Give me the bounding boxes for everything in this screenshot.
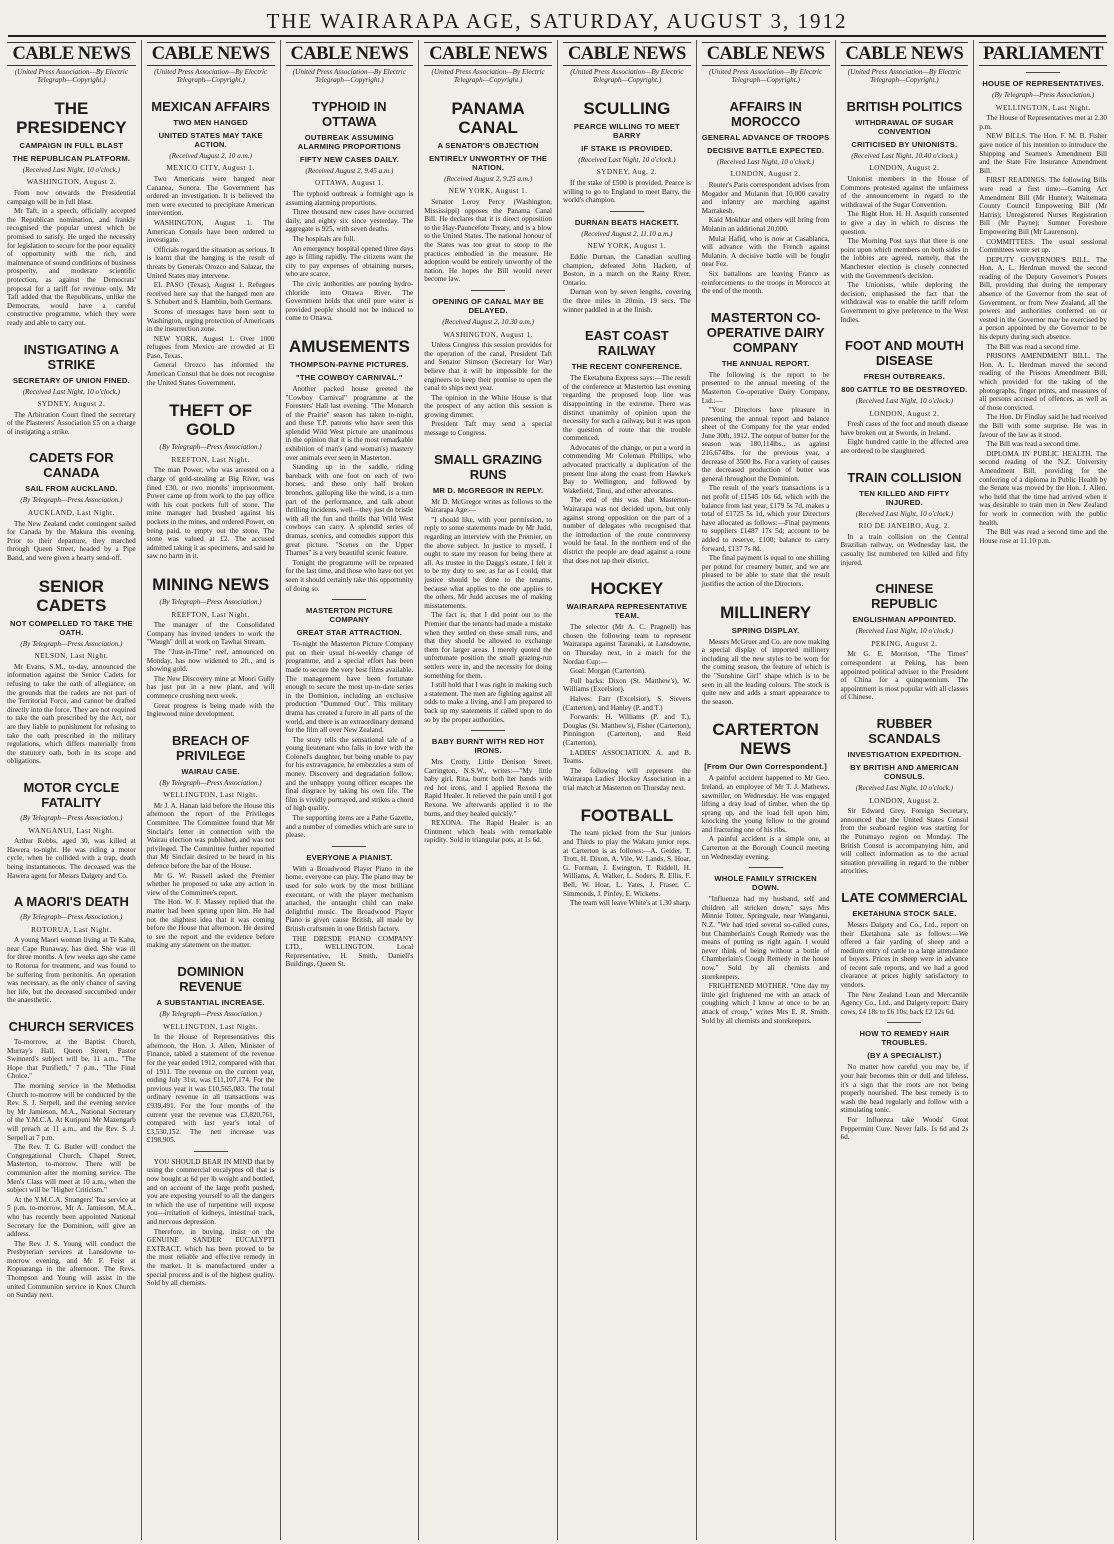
article-headline: FOOT AND MOUTH DISEASE — [845, 338, 964, 369]
article-paragraph: The Hon. Dr Findlay said he had received the Bill with some surprise. He was in favour of the law as it stood. — [979, 413, 1107, 439]
article-paragraph: In a train collision on the Central Brazilian railway, on Wednesday last, the casualty list numbered ten killed and fifty injured. — [840, 532, 969, 567]
article-paragraph: NEW BILLS. The Hon. F. M. B. Fisher gave notice of his intention to introduce the Shipping and Seamen's Amendment Bill and the State Fire Insurance Amendment Bill. — [979, 132, 1107, 175]
article-paragraph: DEPUTY GOVERNOR'S BILL. The Hon. A. L. Herdman moved the second reading of the Deputy Governor's Powers Bill, providing that during the temporary absence of the Governor from the seat of Government, or from New Zealand, all the powers and authorities conferred on or vested in the Governor may be exercised by a person appointed by the Governor to be his deputy during such absence. — [979, 255, 1107, 342]
article-paragraph: The story tells the sensational tale of a young lieutenant who falls in love with the Colonel's daughter, but being unable to pay for his extravagance, he embezzles a sum of money. Discovery and degradation follow, and the unhappy young officer escapes the final disgrace by taking his own life. The film is vividly portrayed, and strikes a chord of high quality. — [285, 735, 414, 813]
article-paragraph: The Eketahuna Express says:—The result of the conference at Masterton last evening regarding the proposed loop line was disappointing in the extreme. There was distinct unanimity of opinion upon the necessity for such a railway, but it was upon the question of route that the trouble commenced. — [563, 374, 691, 443]
article-paragraph: General Orozco has informed the American Consul that he does not recognise the United States Government. — [146, 361, 275, 387]
article-paragraph: The Morning Post says that there is one point upon which members on both sides in the lobbies are agreed, namely, that the Manchester election is closely connected with the Government's decision. — [840, 237, 969, 280]
article-paragraph: Messrs Dalgety and Co., Ltd., report on their Eketahuna sale as follows:—We offered a fair yarding of sheep and a medium entry of cattle to a large attendance of buyers. Prices in sheep were in advance of recent sale reports, and we had a good clearance at prices highly satisfactory to vendors. — [840, 920, 969, 990]
column-title: CABLE NEWS — [702, 42, 830, 66]
article-paragraph: The selector (Mr A. C. Pragnell) has chosen the following team to represent Wairarapa against Taranaki, at Lansdowne, on Thursday next, in a match for the Nordau Cup:— — [563, 623, 691, 666]
article-paragraph: An emergency hospital opened three days ago is filling rapidly. The citizens want the city to pay expenses of obtaining nurses, who are scarce. — [285, 244, 414, 279]
article-headline: EAST COAST RAILWAY — [584, 328, 669, 359]
newspaper-columns — [2, 40, 1112, 1540]
dateline: WELLINGTON, Last Night. — [995, 103, 1091, 112]
dateline: WELLINGTON, Last Night. — [163, 1022, 259, 1031]
article-paragraph: "I should like, with your permission, to reply to some statements made by Mr Judd, regarding an interview with the Premier, on the above subject. In justice to myself, I ought to state my reason for being there at all. As trustee in the Daggs's estate, I felt it to be my duty to see, as far as I could, that justice should be done to the tenants, because what applies to the one applies to the others. Mr Judd accuses me of making misstatements. — [424, 515, 552, 610]
article-paragraph: Three thousand new cases have occurred daily, and eighty six since yesterday. The aggregate is 925, with seven deaths. — [285, 208, 414, 234]
article-headline: THEFT OF GOLD — [169, 401, 253, 440]
article-paragraph: The Rev. T. G. Butler will conduct the Congregational Church, Chapel Street, Masterton, to-morrow. There will be communion after the morning service. The Men's Class will meet at 10 a.m., when the subject will be "Higher Criticism." — [7, 1143, 136, 1195]
article-headline: SENIOR CADETS — [36, 576, 107, 615]
article — [147, 401, 275, 561]
article-paragraph: A painful accident is a simple one, at Carterton at the Borough Council meeting on Wednesday evening. — [701, 835, 830, 861]
masthead-rule — [8, 35, 1106, 37]
received-line: (By Telegraph—Press Association.) — [20, 496, 123, 505]
article-headline: PANAMA CANAL — [451, 98, 525, 137]
article-paragraph: Standing up in the saddle, riding bareback with one foot on each of two horses, and these only half broken bronchos, galloping like the wind, is a turn part of the performance, and talk about thrilling incidents, well—they just do bristle with all the fun and thrills that Wild West cowboys can carry. A splendid series of dramas, scenics, and comedies support this great picture. "Scenes on the Upper Thames" is a very beautiful scenic feature. — [285, 463, 414, 558]
article-paragraph: Goal: Morgan (Carterton). — [570, 667, 646, 676]
article-paragraph: Two Americans were hanged near Cananea, Sonora. The Government has ordered an investigation. It is believed the men were executed to precipitate American intervention. — [146, 175, 275, 218]
article-subhead: NOT COMPELLED TO TAKE THE OATH. — [9, 618, 133, 637]
article-subhead: EVERYONE A PIANIST. — [306, 852, 393, 862]
article-paragraph: The fact is, that I did point out to the Premier that the tenants had made a mistake when they settled on these small runs, and that they should be allowed to exchange them for larger areas. I merely quoted the unfortunate position the small grazing-run settlers were in, and the necessity for doing something for them. — [424, 611, 552, 680]
column-7 — [835, 40, 974, 1540]
article — [424, 290, 552, 438]
article-headline: CADETS FOR CANADA — [29, 450, 114, 481]
column-2 — [141, 40, 280, 1540]
article-paragraph: The end of this was that Masterton-Wairarapa was not decided upon, but only against strong opposition on the part of a number of delegates who recognised that the introduction of the route controversy would be fatal. In the northern end of the district the people are dead against a route that does not tap their district. — [563, 496, 691, 565]
article-separator — [471, 730, 505, 731]
received-line: (By Telegraph—Press Association.) — [159, 597, 262, 606]
article-paragraph: FIRST READINGS. The following Bills were read a first time:—Gaming Act Amendment Bill (Mr Hunter); Waitemata County Council Empowering Bill (Mr Harris); Unregistered Nurses Registration Bill (Mr Payne); Sumner Foreshore Empowering Bill (Mr Laurenson). — [979, 176, 1107, 236]
dateline: LONDON, August 2. — [730, 170, 801, 179]
article-headline: CHURCH SERVICES — [8, 1019, 135, 1035]
article-paragraph: From now onwards the Presidential campaign will be in full blast. — [7, 189, 136, 206]
article-subhead: THE RECENT CONFERENCE. — [571, 362, 683, 372]
article-paragraph: For Influenza take Woods' Great Peppermint Cure. Never fails. 1s 6d and 2s 6d. — [840, 1116, 969, 1142]
article-separator — [1026, 72, 1060, 73]
article-headline: FOOTBALL — [580, 806, 674, 826]
article-paragraph: The "Just-in-Time" reef, announced on Monday, has now widened to 2ft., and is showing gold. — [146, 647, 275, 674]
article-subhead: INVESTIGATION EXPEDITION. — [847, 749, 962, 759]
article-paragraph: "Influenza had my husband, self and children all stricken down," says Mrs Minnie Totter, Springvale, near Wanganui, N.Z. "We had tried several so-called cures, but Chamberlain's Cough Remedy was the means of putting us right again. I would never think of being without a bottle of Chamberlain's Cough Remedy in the house now." Sold by all chemists and storekeepers. — [701, 895, 830, 981]
article-separator — [332, 846, 366, 847]
article-paragraph: Unless Congress this session provides for the operation of the canal, President Taft and Senator Stimson (Secretary for War) believe that it will be impossible for the engineers to keep their promise to open the canal to ships next year. — [424, 341, 552, 393]
column-title: CABLE NEWS — [147, 42, 275, 66]
article-paragraph: Eight hundred cattle in the affected area are ordered to be slaughtered. — [840, 438, 969, 456]
column-title: CABLE NEWS — [286, 42, 414, 66]
dateline: PEKING, August 2. — [871, 639, 938, 648]
article-paragraph: I still hold that I was right in making such a statement. The men are fighting against all odds to make a living, and I am prepared to back up my statements if called upon to do so by the proper authorities. — [424, 681, 552, 724]
article-paragraph: The manager of the Consolidated Company has invited tenders to work the "Waugh" drill at work on Tawhai Stream. — [146, 621, 275, 647]
article — [147, 964, 275, 1145]
column-title: CABLE NEWS — [7, 42, 136, 66]
article — [702, 99, 830, 296]
article-paragraph: COMMITTEES. The usual sessional Committees were set up. — [979, 237, 1107, 255]
article-subhead: ENGLISHMAN APPOINTED. — [852, 615, 957, 625]
article-paragraph: The Unionists, while deploring the decision, emphasised the fact that the withdrawal was to enable the tariff reform Government to give preference to the West Indies. — [840, 281, 969, 324]
article-subhead: WITHDRAWAL OF SUGAR CONVENTION — [855, 117, 954, 136]
article-paragraph: PRISONS AMENDMENT BILL. The Hon. A. L. Herdman moved the second reading of the Prisons Amendment Bill, which provided for the taking of the photographs, finger prints, and measures of all persons accused of offences, as well as of those convicted. — [979, 352, 1107, 412]
article — [841, 470, 969, 568]
article — [702, 310, 830, 589]
article-paragraph: REXONA. The Rapid Healer is an Ointment which heals with remarkable rapidity. Sold in triangular pots, at 1s 6d. — [424, 819, 552, 845]
dateline: WASHINGTON, August 2. — [26, 178, 117, 187]
article-subhead: DURNAN BEATS HACKETT. — [574, 217, 679, 227]
article-paragraph: Another packed house greeted the "Cowboy Carnival" programme at the Foresters' Hall last evening. "The Monarch of the Prairie" season has taken to-night, and these T.P. patrons who have seen this splendid Wild West picture are unanimous in the opinion that it is the most remarkable exhibition of man's (and woman's) mastery over animals ever seen in Masterton. — [285, 384, 414, 462]
article-subhead: GREAT STAR ATTRACTION. — [296, 628, 403, 638]
dateline: AUCKLAND, Last Night. — [27, 509, 115, 518]
received-line: (Received August 2, 9.25 a.m.) — [444, 174, 533, 183]
article-paragraph: Six battalions are leaving France as reinforcements to the troops in Morocco at the end of the month. — [701, 269, 830, 296]
article — [424, 452, 552, 724]
article-paragraph: YOU SHOULD BEAR IN MIND that by using the commercial eucalyptus oil that is now bought at 6d per lb weight and bottled, and on account of the large profit pushed, you are exposing yourself to all the dangers to which the use of turpentine will expose you—irritation of kidneys, intestinal track, and nervous depression. — [146, 1157, 275, 1227]
dateline: WASHINGTON, August 1. — [443, 330, 533, 339]
article-subhead: FIFTY NEW CASES DAILY. — [299, 154, 399, 164]
article-paragraph: Durnan won by seven lengths, covering the three miles in 20min. 19 secs. The winner paddled in at the finish. — [563, 288, 691, 314]
received-line: (Received August 2, 11.10 a.m.) — [581, 229, 673, 238]
article-paragraph: With a Broadwood Player Piano in the home, everyone can play. The piano may be used for solo work by the most brilliant executant, or with the player mechanism attached, the untaught child can make delightful music. The Broadwood Player Piano is given cause British, all made by British craftsmen in one British factory. — [285, 864, 414, 933]
article-paragraph: The Rev. J. S. Young will conduct the Presbyterian services at Lansdowne to-morrow evening, and Mr F. Feist at Kopuaranga in the afternoon. The Revs. Thompson and Young will assist in the united Communion service in Knox Church on Sunday next. — [7, 1239, 136, 1300]
article-headline: MOTOR CYCLE FATALITY — [23, 779, 120, 810]
article-subhead: OUTBREAK ASSUMING ALARMING PROPORTIONS — [297, 132, 401, 151]
article-paragraph: Senator Leroy Percy (Washington, Mississippi) opposes the Panama Canal Bill. He declares that it is direct opposition to the Hay-Pauncefote Treaty, and is a blow to the United States. The national honour of the States was too great to stoop to the practices embodied in the measure. He adoption would be entirely unworthy of the nation. He hopes the Bill would never become law. — [424, 198, 552, 284]
article-paragraph: The Bill was read a second time. — [986, 342, 1081, 351]
column-4 — [418, 40, 557, 1540]
dateline: NELSON, Last Night. — [34, 652, 109, 661]
article — [7, 1019, 136, 1300]
dateline: ROTORUA, Last Night. — [31, 925, 112, 934]
article-paragraph: The Arbitration Court fined the secretary of the Plasterers' Association £5 on a charge of instigating a strike. — [7, 410, 136, 436]
article-headline: CARTERTON NEWS — [712, 720, 819, 759]
article-subhead: OPENING OF CANAL MAY BE DELAYED. — [432, 296, 544, 315]
masthead: THE WAIRARAPA AGE, SATURDAY, AUGUST 3, 1912 — [266, 9, 848, 33]
article-headline: INSTIGATING A STRIKE — [23, 341, 120, 372]
article-paragraph: The Right Hon. H. H. Asquith consented to give a day in which to discuss the question. — [840, 210, 969, 236]
article-subhead: A SENATOR'S OBJECTION — [437, 140, 539, 150]
article-headline: TYPHOID IN OTTAWA — [312, 98, 387, 129]
article-paragraph: The morning service in the Methodist Church to-morrow will be conducted by the Rev. S. J. Serpell, and the evening service by Mr Jamieson, M.A., National Secretary of the Y.M.C.A. At Kuripuni Mr Mazengarb will preach at 11 a.m., and the Rev. S. J. Serpell at 7 p.m. — [7, 1082, 136, 1142]
article-subhead: SAIL FROM AUCKLAND. — [25, 484, 118, 494]
article — [424, 730, 552, 845]
article-subhead: [From Our Own Correspondent.] — [704, 762, 827, 772]
dateline: NEW YORK, August 1. — [448, 187, 528, 196]
column-1 — [2, 40, 141, 1540]
article-paragraph: The team picked from the Star juniors and Thirds to play the Wakatu junior reps. at Carterton is as follows:—A. Geider, T. Trott, H. Dixon, A. Vile, W. Lands, S. Hoar, G. Forman, J. Ewington, T. Riddell, H. Williams, A. Walker, L. Soders, R. Ellis, F. Bell, W. Hoar, L. Yates, J. Fraser, C. Simmonds, J. Pinfey, E. Wickens. — [563, 829, 691, 898]
article-separator — [471, 290, 505, 291]
received-line: (Received Last Night, 10 o'clock.) — [22, 387, 121, 396]
dateline: REEFTON, Last Night. — [171, 610, 250, 619]
article-paragraph: Scores of messages have been sent to Washington, urging protection of Americans in the insurrection zone. — [146, 307, 275, 334]
article-paragraph: Arthur Robbs, aged 30, was killed at Hawera to-night. He was riding a motor cycle, when he collided with a trap, death being instantaneous. The deceased was the Hawera agent for Messrs Dalgety and Co. — [7, 837, 136, 880]
article-paragraph: Forwards: H. Williams (P. and T.), Douglas (St. Matthew's), Fisher (Carterton), Pinnington (Carterton), and Reid (Carterton). — [563, 713, 691, 747]
article-paragraph: At the Y.M.C.A. Strangers' Tea service at 5 p.m. to-morrow, Mr A. Jamieson, M.A., who has recently been appointed National Secretary for the Dominion, will give an address. — [7, 1195, 136, 1239]
received-line: (Received Last Night, 10.40 o'clock.) — [851, 151, 958, 160]
received-line: (Received August 2, 10 a.m.) — [169, 151, 252, 160]
article-paragraph: The following will represent the Wairarapa Ladies' Hockey Association in a trial match at Masterton on Thursday next. — [563, 766, 691, 792]
article-paragraph: Reuter's Paris correspondent advises from Mogador and Mulanin that 10,000 cavalry and infantry are marching against Marrakesh. — [701, 181, 830, 215]
column-subtitle: (United Press Association—By Electric Telegraph—Copyright.) — [847, 68, 961, 85]
article-paragraph: A painful accident happened to Mr Geo. Ireland, an employee of Mr T. J. Mathews, sawmiller, on Wednesday. He was engaged lifting a dray load of timber, when the tip sprang up, and the load fell upon him, knocking the young fellow to the ground and fracturing one of his ribs. — [701, 774, 830, 834]
article — [7, 780, 136, 880]
article — [841, 716, 969, 876]
article-paragraph: "Your Directors have pleasure in presenting the annual report and balance sheet of the Company for the year ended June 30th, 1912. The output of butter for the season was 180,114lbs., as against 216,674lbs. for the previous year, a decrease of 3500 lbs. For a variety of causes the decreased production of butter was general throughout the Dominion. — [701, 406, 830, 483]
article-paragraph: WASHINGTON, August 1. The American Consuls have been ordered to investigate. — [146, 218, 275, 245]
article-paragraph: Mulai Hafid, who is now at Casablanca, will advance with the French against Mulanin. A decisive battle will be fought near Fez. — [701, 234, 830, 269]
article — [563, 211, 691, 314]
dateline: WANGANUI, Last Night. — [28, 826, 115, 835]
article-subhead: DECISIVE BATTLE EXPECTED. — [707, 145, 825, 155]
article-paragraph: The New Zealand cadet contingent sailed for Canada by the Makura this evening. Prior to their departure, they marched through Queen Street, headed by a Pipe Band, and were given a hearty send-off. — [7, 519, 136, 563]
article — [979, 72, 1107, 545]
article — [841, 99, 969, 324]
received-line: (Received Last Night, 10 o'clock.) — [716, 157, 815, 166]
dateline: WELLINGTON, Last Night. — [163, 791, 259, 800]
article-paragraph: Mrs Crotty, Little Denison Street, Carrington, N.S.W., writes:—"My little baby girl, Rita, burnt both her hands with red hot irons, and I applied Rexona the Rapid Healer. It relieved the pain until I got Rexona. We afterwards applied it to the burns, and they healed quickly." — [424, 758, 552, 818]
article-headline: AFFAIRS IN MOROCCO — [729, 98, 802, 129]
article — [147, 733, 275, 950]
received-line: (Received August 2, 10.30 a.m.) — [442, 317, 534, 326]
article-headline: A MAORI'S DEATH — [13, 894, 129, 910]
article-paragraph: No matter how careful you may be, if your hair becomes thin or dull and lifeless, it's a sign that the roots are not being properly nourished. The best remedy is to wash the head regularly and follow with a stimulating tonic. — [840, 1063, 969, 1115]
article-paragraph: Fresh cases of the foot and mouth disease have broken out at Swords, in Ireland. — [840, 420, 969, 437]
column-subtitle: (United Press Association—By Electric Telegraph—Copyright.) — [154, 68, 268, 85]
article-paragraph: The following is the report to be presented to the annual meeting of the Masterton Co-operative Dairy Company, Ltd.:— — [701, 370, 830, 405]
article-headline: DOMINION REVENUE — [177, 963, 244, 994]
article — [147, 99, 275, 387]
dateline: NEW YORK, August 1. — [587, 242, 667, 251]
article-paragraph: The hospitals are full. — [292, 234, 356, 243]
article-paragraph: Advocates of the change, or put a word in commending Mr Coleman Phillips, who advocated practically a duplication of the present line along the coast from Hawke's Bay to Wellington, and followed by Wakefield, Tinui, and other advocates. — [563, 443, 691, 495]
dateline: MEXICO CITY, August 1. — [166, 164, 255, 173]
article-subhead: TEN KILLED AND FIFTY INJURED. — [859, 488, 950, 507]
article-subhead: THE REPUBLICAN PLATFORM. — [12, 153, 131, 163]
article — [286, 846, 414, 969]
article-headline: SCULLING — [583, 98, 671, 118]
article-paragraph: In the House of Representatives this afternoon, the Hon. J. Allen, Minister of Finance, tabled a statement of the revenue for the year ended 1912, compared with that of 1911. The revenue on the current year, ending July 31st, was £11,107,174. For the previous year it was £10,565,083. The total ordinary revenue in all transactions was £939,491. For the four months of the current year the revenue was £3,820,761, compared with last year's total of £3,530,152. The nett increase was £198,905. — [146, 1033, 275, 1145]
article-separator — [749, 867, 783, 868]
article-paragraph: Therefore, in buying, insist on the GENUINE SANDER EUCALYPTI EXTRACT, which has been proved to be the most reliable and effective remedy in the market. It is manufactured under a special process and is of the highest quality. Sold by all chemists. — [146, 1227, 275, 1288]
column-title: CABLE NEWS — [841, 42, 969, 66]
received-line: (By Telegraph—Press Association.) — [992, 91, 1095, 99]
received-line: (By Telegraph—Press Association.) — [159, 443, 262, 452]
article — [702, 867, 830, 1025]
article — [702, 720, 830, 861]
article-paragraph: To-morrow, at the Baptist Church, Murray's Hall, Queen Street, Pastor Swinnerd's subject will be, 11 a.m., "The Hope that Purifieth," 7 p.m., "The Final Choice." — [7, 1038, 136, 1081]
article-subhead: WAIRARAPA REPRESENTATIVE TEAM. — [566, 602, 688, 621]
article-paragraph: The civic authorities are pouring hydro-chloride into Ottawa River. The Government holds that until pure water is provided people should not be induced to come to Ottawa. — [285, 279, 414, 323]
article-subhead: SECRETARY OF UNION FINED. — [12, 375, 130, 385]
article-subhead: FRESH OUTBREAKS. — [863, 372, 945, 382]
article-headline: BREACH OF PRIVILEGE — [171, 732, 250, 763]
received-line: (By Telegraph—Press Association.) — [159, 778, 262, 787]
article-separator — [332, 599, 366, 600]
article-paragraph: Sir Edward Grey, Foreign Secretary, announced that the United States Consul from the seaboard region was starting for the Putumayo region on Monday. The British Consul is accompanying him, and will collect information as to the actual situation prevailing in regard to the rubber atrocities. — [840, 807, 969, 876]
article-headline: AMUSEMENTS — [288, 336, 410, 356]
article — [286, 337, 414, 593]
article-paragraph: Mr G. E. Morrison, "The Times" correspondent at Peking, has been appointed political adviser to the President of China for a quinquennium. The appointment is most popular with all classes of Chinese. — [840, 650, 969, 702]
article-paragraph: If the stake of £500 is provided, Pearce is willing to go to England to meet Barry, the world's champion. — [563, 179, 691, 205]
article — [7, 894, 136, 1005]
received-line: (Received Last Night, 10 o'clock.) — [855, 783, 954, 792]
article-subhead: HOW TO REMEDY HAIR TROUBLES. — [859, 1029, 950, 1048]
article-subhead: ENTIRELY UNWORTHY OF THE NATION. — [429, 153, 548, 172]
dateline: LONDON, August 2. — [869, 796, 940, 805]
article — [147, 575, 275, 719]
article-headline: TRAIN COLLISION — [847, 469, 962, 485]
dateline: OTTAWA, August 1. — [314, 179, 384, 188]
article-headline: CHINESE REPUBLIC — [871, 581, 938, 612]
article-subhead: UNITED STATES MAY TAKE ACTION. — [158, 130, 263, 149]
article-separator — [610, 211, 644, 212]
article-subhead: A SUBSTANTIAL INCREASE. — [156, 997, 265, 1007]
article — [563, 579, 691, 792]
article-paragraph: LADIES' ASSOCIATION. A. and B. Teams. — [563, 748, 691, 766]
column-5 — [557, 40, 696, 1540]
dateline: SYDNEY, August 2. — [37, 400, 106, 409]
article-paragraph: Great progress is being made with the Inglewood mine development. — [146, 701, 275, 719]
article — [286, 599, 414, 840]
received-line: (Received Last Night, 10 o'clock.) — [22, 165, 121, 174]
article-subhead: THOMPSON-PAYNE PICTURES. — [290, 359, 409, 369]
article-subhead: GENERAL ADVANCE OF TROOPS — [701, 132, 830, 142]
article-headline: MASTERTON CO-OPERATIVE DAIRY COMPANY — [706, 309, 825, 355]
article-paragraph: THE DRESDE PIANO COMPANY LTD., WELLINGTON. Local Representative, H. Smith, Daniell's Buildings, Queen St. — [285, 934, 414, 969]
article-paragraph: NEW YORK, August 1. Over 1000 refugees from Mexico are crowded at El Paso, Texas. — [146, 334, 275, 360]
article-paragraph: The supporting items are a Pathe Gazette, and a number of comedies which are sure to please. — [285, 814, 414, 840]
article-subhead: THE ANNUAL REPORT. — [721, 358, 810, 368]
article-paragraph: The final payment is equal to one shilling per pound for creamery butter, and we are pleased to be able to state that the result justifies the action of the Directors. — [701, 554, 830, 588]
article — [563, 328, 691, 565]
article-headline: LATE COMMERCIAL — [841, 889, 968, 905]
article-paragraph: Eddie Durnan, the Canadian sculling champion, defeated John Hackett, of Boston, in a match on the Rainy River, Ontario. — [563, 252, 691, 287]
article-subhead: CAMPAIGN IN FULL BLAST — [19, 140, 124, 150]
article-paragraph: Mr Taft, in a speech, officially accepted the Republican nomination, and frankly recognised the popular unrest which he promised to satisfy. He urged the necessity for legislation to secure for the poor equality of opportunity with the rich, and maintenance of sound conditions of business prosperity, and moderate scientific protection, as against the Democrats' proposal for a tariff for revenue only. Mr Taft added that the Republicans, unlike the Democrats, would have a careful constructive programme, which they were ready and able to carry out. — [7, 207, 136, 327]
article-paragraph: To-night the Masterton Picture Company put on their usual bi-weekly change of programme, and a special effort has been made to secure the very best films available. The management have been fortunate enough to secure the most up-to-date series in the Dominion, including an exclusive production "Dummed Out". This military drama has created a furore in all parts of the world, and there is an extraordinary demand for the film all over New Zealand. — [285, 640, 414, 735]
article-paragraph: Mr G. W. Russell asked the Premier whether he proposed to take any action in view of the Committee's report. — [146, 871, 275, 897]
received-line: (By Telegraph—Press Association.) — [20, 813, 123, 822]
article-headline: SMALL GRAZING RUNS — [434, 451, 543, 482]
article-paragraph: The Hon. W. F. Massey replied that the matter had been sprung upon him. He had not the slightest idea that it was coming before the House that afternoon. He desired to see the report and the evidence before making any statement on the matter. — [146, 898, 275, 950]
article — [841, 1022, 969, 1141]
article — [424, 99, 552, 284]
article — [7, 450, 136, 562]
article — [563, 99, 691, 205]
dateline: REEFTON, Last Night. — [171, 455, 250, 464]
article — [841, 581, 969, 702]
column-title: PARLIAMENT — [979, 42, 1107, 66]
article-subhead: MASTERTON PICTURE COMPANY — [305, 606, 393, 625]
received-line: (By Telegraph—Press Association.) — [20, 913, 123, 922]
received-line: (By Telegraph—Press Association.) — [159, 1009, 262, 1018]
article-subhead: HOUSE OF REPRESENTATIVES. — [982, 79, 1104, 88]
article — [7, 99, 136, 328]
article-subhead: (BY A SPECIALIST.) — [867, 1051, 942, 1061]
article-paragraph: Tonight the programme will be repeated for the last time, and those who have not yet seen it should certainly take this opportunity of doing so. — [285, 558, 414, 593]
article-paragraph: EL PASO (Texas), August 1. Refugees received here say that the hanged men are S. Schubert and S. Hamblin, both Germans. — [146, 281, 275, 307]
received-line: (Received Last Night, 10 o'clock.) — [578, 155, 676, 164]
received-line: (Received Last Night, 10 o'clock.) — [855, 509, 954, 518]
column-subtitle: (United Press Association—By Electric Telegraph—Copyright.) — [431, 68, 545, 85]
article-paragraph: Messrs McGruer and Co. are now making a special display of imported millinery including all the new styles to be worn for the coming season, the feature of which is the "Sunshine Girl" shape which is to be seen in all the leading colours. The stock is quite new and adds a smart appearance to the season. — [701, 637, 830, 706]
article-separator — [194, 1151, 228, 1152]
article-paragraph: FRIGHTENED MOTHER. "One day my little girl frightened me with an attack of coughing which I know at once to be an attack of croup," writes Mrs E. R. Smith. Sold by all chemists and storekeepers. — [701, 982, 830, 1025]
article — [7, 577, 136, 766]
column-6 — [696, 40, 835, 1540]
article-paragraph: Kaid Mokhtar and others will bring from Mulanin an additional 20,000. — [701, 216, 830, 233]
column-subtitle: (United Press Association—By Electric Telegraph—Copyright.) — [570, 68, 684, 85]
received-line: (By Telegraph—Press Association.) — [20, 639, 123, 648]
article — [702, 603, 830, 707]
article-paragraph: The man Power, who was arrested on a charge of gold-stealing at Big River, was fined £30, or two months' imprisonment. Power came up from work to the pay office with his coat pockets full of stone. The mine manager had brushed against his pockets in the mines, and ordered Power, on being paid, to empty out the stone. The stone was valued at £2. The accused admitted taking it as specimens, and said he saw no harm in it. — [146, 466, 275, 561]
article-paragraph: The Bill was read a second time and the House rose at 11.10 p.m. — [979, 528, 1107, 545]
article-paragraph: The team will leave White's at 1.30 sharp. — [570, 899, 691, 908]
article — [147, 1151, 275, 1288]
article-separator — [887, 1022, 921, 1023]
column-title: CABLE NEWS — [563, 42, 691, 66]
article-subhead: CRITICISED BY UNIONISTS. — [851, 139, 958, 149]
article-paragraph: Mr D. McGregor writes as follows to the Wairarapa Age:— — [424, 497, 552, 515]
column-8 — [973, 40, 1112, 1540]
article-paragraph: A young Maori woman living at Te Kaha, near Cape Runaway, has died. She was ill for three months. A few weeks ago she came to Rotorua for treatment, and was found to be suffering from peritonitis. An operation was necessary, as the only chance of saving her life, but the deceased succumbed under the anaesthetic. — [7, 936, 136, 1005]
article-subhead: BY BRITISH AND AMERICAN CONSULS. — [850, 762, 959, 781]
article-paragraph: DIPLOMA IN PUBLIC HEALTH. The second reading of the N.Z. University Amendment Bill, providing for the conferring of a diploma in Public Health by the Senate was moved by the Hon. J. Allen, who held that the time had arrived when it was desirable to train men in New Zealand for work in connection with the public health. — [979, 449, 1107, 527]
received-line: (Received Last Night, 10 o'clock.) — [855, 627, 954, 636]
article-paragraph: Mr Evans, S.M., to-day, announced the information against the Senior Cadets for refusing to take the oath of allegiance, on the grounds that the cadets are not part of the Territorial Force, and cannot be drafted directly into the force. They are not required to take the oath prescribed by the Act, nor are they liable to punishment for refusing to take the oath prescribed in the military regulations, which differs materially from the statutory oath, both in its scope and obligations. — [7, 662, 136, 766]
received-line: (Received Last Night, 10 o'clock.) — [855, 397, 954, 406]
article-headline: BRITISH POLITICS — [846, 98, 963, 114]
article-subhead: WAIRAU CASE. — [181, 766, 240, 776]
article-headline: MEXICAN AFFAIRS — [151, 98, 270, 114]
column-subtitle: (United Press Association—By Electric Telegraph—Copyright.) — [292, 68, 406, 85]
article — [841, 338, 969, 456]
article-subhead: "THE COWBOY CARNIVAL." — [296, 372, 403, 382]
column-subtitle: (United Press Association—By Electric Telegraph—Copyright.) — [709, 68, 823, 85]
article-paragraph: The House of Representatives met at 2.30 p.m. — [979, 114, 1107, 131]
article-paragraph: The New Zealand Loan and Mercantile Agency Co., Ltd., and Dalgety report: Dairy cows, £4 18s to £6 10s; back £2 12s 6d. — [840, 990, 969, 1016]
column-3 — [280, 40, 419, 1540]
article-headline: MILLINERY — [720, 602, 812, 622]
article — [841, 890, 969, 1017]
received-line: (Received August 2, 9.45 a.m.) — [305, 166, 394, 175]
article-subhead: MR D. McGREGOR IN REPLY. — [432, 485, 544, 495]
dateline: SYDNEY, Aug. 2. — [596, 168, 658, 177]
article-subhead: EKETAHUNA STOCK SALE. — [852, 908, 957, 918]
article-subhead: 800 CATTLE TO BE DESTROYED. — [841, 385, 968, 395]
dateline: LONDON, August 2. — [869, 409, 940, 418]
article-paragraph: Officials regard the situation as serious. It is learnt that the hanging is the result of threats by Generals Orozco and Salazar, the United States may intervene. — [146, 245, 275, 280]
article-subhead: BABY BURNT WITH RED HOT IRONS. — [431, 737, 545, 756]
article-subhead: IF STAKE IS PROVIDED. — [581, 143, 673, 153]
article-paragraph: Mr J. A. Hanan laid before the House this afternoon the report of the Privileges Committee. The Committee found that Mr Sinclair's letter in connection with the Wairau election was published, and was not privileged. The Committee further reported that Mr Sinclair desired to be heard in his defence before the bar of the House. — [146, 801, 275, 871]
article-paragraph: The Bill was read a second time. — [986, 440, 1081, 449]
column-title: CABLE NEWS — [424, 42, 552, 66]
article — [7, 342, 136, 437]
column-subtitle: (United Press Association—By Electric Telegraph—Copyright.) — [14, 68, 128, 85]
article-headline: HOCKEY — [590, 579, 664, 599]
article-paragraph: The opinion in the White House is that the prospect of any action this session is growing dimmer. — [424, 393, 552, 419]
article-paragraph: Unionist members in the House of Commons protested against the unfairness of the announcement in regard to the withdrawal of the Sugar Convention. — [840, 175, 969, 209]
dateline: LONDON, August 2. — [869, 164, 940, 173]
dateline: RIO DE JANEIRO, Aug. 2. — [858, 522, 951, 531]
article-paragraph: The New Discovery mine at Moori Gully has just put in a new plant, and will commence crushing next week. — [146, 674, 275, 700]
article-headline: RUBBER SCANDALS — [868, 715, 941, 746]
article — [563, 806, 691, 907]
article-paragraph: President Taft may send a special message to Congress. — [424, 420, 552, 438]
article-subhead: SPRING DISPLAY. — [731, 625, 800, 635]
article-headline: THE PRESIDENCY — [16, 98, 127, 137]
article-subhead: PEARCE WILLING TO MEET BARRY — [573, 121, 680, 140]
article-paragraph: Halves: Farr (Excelsior), S. Sievers (Carterton), and Hanley (P. and T.) — [563, 694, 691, 712]
article-paragraph: The typhoid outbreak a fortnight ago is assuming alarming proportions. — [285, 190, 414, 207]
article-headline: MINING NEWS — [152, 574, 270, 594]
article-paragraph: The result of the year's transactions is a net profit of £1545 10s 6d, which with the balance from last year, £179 5s 7d, makes a total of £1725 5s 1d, which your Directors have allocated as follows:—Final payments to suppliers £1487 17s 5d; account to be added to reserve, £100; balance to carry forward, £137 7s 8d. — [701, 484, 830, 553]
article-paragraph: Full backs: Dixon (St. Matthew's), W. Williams (Excelsior). — [563, 676, 691, 694]
article — [286, 99, 414, 323]
article-subhead: TWO MEN HANGED — [173, 117, 248, 127]
article-subhead: WHOLE FAMILY STRICKEN DOWN. — [714, 874, 817, 893]
